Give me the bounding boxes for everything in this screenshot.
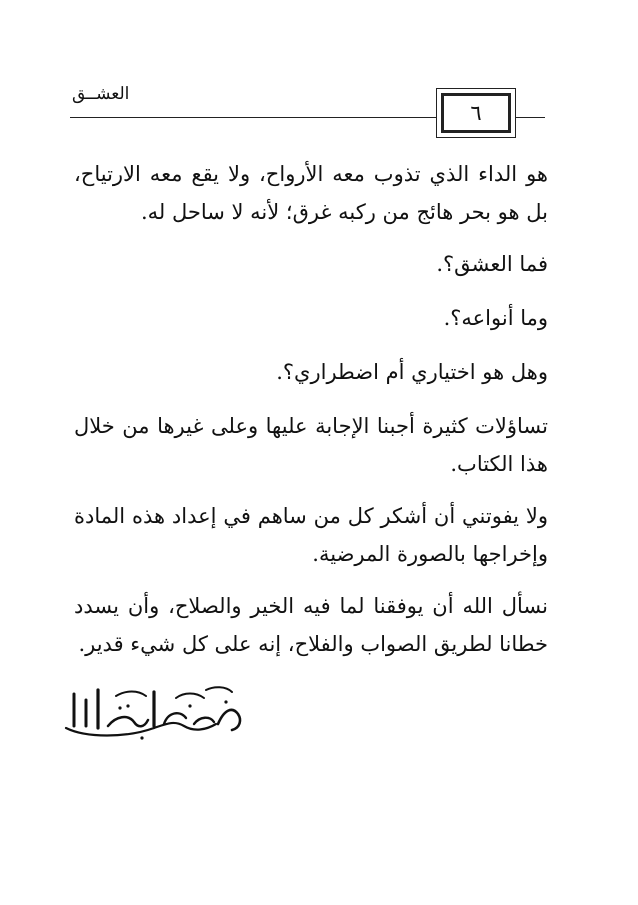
thanks-paragraph: ولا يفوتني أن أشكر كل من ساهم في إعداد هذه المادة وإخراجها بالصورة المرضية.	[74, 504, 548, 566]
page-body	[74, 155, 548, 677]
intro-paragraph: هو الداء الذي تذوب معه الأرواح، ولا يقع معه الارتياح، بل هو بحر هائج من ركبه غرق؛ لأنه لا ساحل له.	[74, 162, 548, 224]
question-choice: وهل هو اختياري أم اضطراري؟.	[276, 360, 548, 384]
prayer-paragraph: نسأل الله أن يوفقنا لما فيه الخير والصلاح، وأن يسدد خطانا لطريق الصواب والفلاح، إنه على كل شيء قدير.	[74, 594, 548, 656]
running-title: العشــق	[72, 84, 130, 104]
question-what-is-love: فما العشق؟.	[436, 252, 548, 276]
book-purpose-paragraph: تساؤلات كثيرة أجبنا الإجابة عليها وعلى غيرها من خلال هذا الكتاب.	[74, 414, 548, 476]
page-number-box	[436, 88, 516, 138]
page-number: ٦	[470, 100, 482, 125]
question-types: وما أنواعه؟.	[443, 306, 548, 330]
page-number-frame	[441, 93, 511, 133]
author-signature	[56, 680, 246, 742]
